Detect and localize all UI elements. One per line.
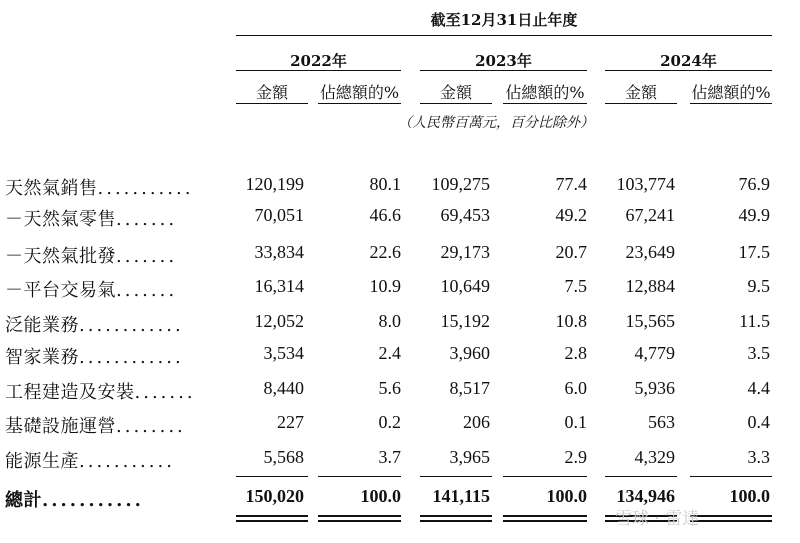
cell-amount-2024: 15,565 <box>625 311 675 331</box>
total-double-rule-b3 <box>420 520 492 522</box>
cell-amount-2022: 33,834 <box>254 242 304 262</box>
cell-amount-2024: 23,649 <box>625 242 675 262</box>
sub-underline-3 <box>420 103 492 104</box>
year-2023: 2023年 <box>475 52 532 70</box>
cell-percent-2022: 0.2 <box>378 412 401 432</box>
row-label: 工程建造及安裝....... <box>5 382 196 403</box>
row-label: 智家業務............ <box>5 347 184 368</box>
period-underline <box>236 35 772 36</box>
row-label: －天然氣批發....... <box>5 246 178 267</box>
cell-percent-2023: 10.8 <box>555 311 587 331</box>
subtotal-rule-1 <box>236 476 308 477</box>
cell-amount-2024: 67,241 <box>625 205 675 225</box>
cell-percent-2022: 22.6 <box>369 242 401 262</box>
amount-header-2022: 金額 <box>255 83 288 102</box>
period-header: 截至12月31日止年度 <box>430 11 578 29</box>
subtotal-rule-6 <box>690 476 772 477</box>
total-label: 總計........... <box>5 490 144 511</box>
cell-percent-2023: 77.4 <box>555 174 587 194</box>
row-label: －天然氣零售....... <box>5 209 178 230</box>
sub-underline-6 <box>690 103 772 104</box>
total-double-rule-b1 <box>236 520 308 522</box>
cell-percent-2024: 3.3 <box>747 447 770 467</box>
subtotal-rule-3 <box>420 476 492 477</box>
sub-underline-2 <box>318 103 401 104</box>
table-row <box>0 174 800 204</box>
cell-amount-2023: 15,192 <box>440 311 490 331</box>
cell-percent-2023: 49.2 <box>555 205 587 225</box>
cell-percent-2023: 0.1 <box>564 412 587 432</box>
cell-percent-2023: 7.5 <box>564 276 587 296</box>
percent-header-2022: 佔總額的% <box>319 83 400 102</box>
sub-underline-5 <box>605 103 677 104</box>
row-label: 泛能業務............ <box>5 315 184 336</box>
total-double-rule-a6 <box>690 515 772 517</box>
cell-percent-2024: 49.9 <box>738 205 770 225</box>
year-2022-underline <box>236 70 401 71</box>
table-row <box>0 343 800 373</box>
row-label: 基礎設施運營........ <box>5 416 186 437</box>
row-label: －平台交易氣....... <box>5 280 178 301</box>
cell-amount-2023: 10,649 <box>440 276 490 296</box>
cell-amount-2024: 12,884 <box>625 276 675 296</box>
cell-percent-2022: 2.4 <box>378 343 401 363</box>
cell-percent-2023: 6.0 <box>564 378 587 398</box>
cell-amount-2023: 29,173 <box>440 242 490 262</box>
total-percent-2023: 100.0 <box>546 486 587 506</box>
watermark: 雪球 · 雷達 <box>615 509 700 529</box>
cell-amount-2023: 8,517 <box>449 378 490 398</box>
cell-percent-2024: 0.4 <box>747 412 770 432</box>
percent-header-2024: 佔總額的% <box>691 83 771 102</box>
row-label: 能源生產........... <box>5 451 175 472</box>
cell-amount-2022: 70,051 <box>254 205 304 225</box>
cell-amount-2023: 3,965 <box>449 447 490 467</box>
total-double-rule-a3 <box>420 515 492 517</box>
table-row <box>0 242 800 272</box>
amount-header-2023: 金額 <box>439 83 472 102</box>
cell-percent-2023: 2.9 <box>564 447 587 467</box>
year-2024: 2024年 <box>660 52 717 70</box>
table-row <box>0 311 800 341</box>
total-double-rule-b2 <box>318 520 401 522</box>
cell-percent-2024: 17.5 <box>738 242 770 262</box>
cell-amount-2024: 4,779 <box>634 343 675 363</box>
cell-amount-2023: 3,960 <box>449 343 490 363</box>
cell-amount-2022: 12,052 <box>254 311 304 331</box>
subtotal-rule-4 <box>503 476 587 477</box>
total-amount-2023: 141,115 <box>432 486 490 506</box>
sub-underline-1 <box>236 103 308 104</box>
cell-percent-2024: 4.4 <box>747 378 770 398</box>
percent-header-2023: 佔總額的% <box>505 83 585 102</box>
cell-amount-2022: 3,534 <box>263 343 304 363</box>
total-double-rule-a2 <box>318 515 401 517</box>
amount-header-2024: 金額 <box>624 83 657 102</box>
cell-percent-2022: 5.6 <box>378 378 401 398</box>
cell-percent-2023: 2.8 <box>564 343 587 363</box>
cell-percent-2024: 11.5 <box>739 311 770 331</box>
total-double-rule-b6 <box>690 520 772 522</box>
total-double-rule-b4 <box>503 520 587 522</box>
cell-percent-2023: 20.7 <box>555 242 587 262</box>
cell-amount-2022: 8,440 <box>263 378 304 398</box>
cell-percent-2022: 10.9 <box>369 276 401 296</box>
cell-amount-2022: 120,199 <box>245 174 304 194</box>
cell-percent-2022: 3.7 <box>378 447 401 467</box>
cell-percent-2024: 76.9 <box>738 174 770 194</box>
cell-amount-2022: 5,568 <box>263 447 304 467</box>
total-double-rule-a1 <box>236 515 308 517</box>
year-2022: 2022年 <box>290 52 347 70</box>
cell-percent-2022: 8.0 <box>378 311 401 331</box>
total-double-rule-a4 <box>503 515 587 517</box>
cell-amount-2024: 4,329 <box>634 447 675 467</box>
sub-underline-4 <box>503 103 587 104</box>
cell-amount-2024: 563 <box>648 412 675 432</box>
cell-amount-2024: 5,936 <box>634 378 675 398</box>
total-amount-2024: 134,946 <box>616 486 675 506</box>
cell-percent-2022: 46.6 <box>369 205 401 225</box>
cell-amount-2023: 109,275 <box>431 174 490 194</box>
year-2024-underline <box>605 70 772 71</box>
year-2023-underline <box>420 70 587 71</box>
cell-amount-2023: 69,453 <box>440 205 490 225</box>
subtotal-rule-5 <box>605 476 677 477</box>
cell-percent-2024: 3.5 <box>747 343 770 363</box>
table-row <box>0 205 800 235</box>
row-label: 天然氣銷售........... <box>5 178 194 199</box>
unit-note: （人民幣百萬元，百分比除外） <box>398 115 594 131</box>
cell-amount-2022: 227 <box>277 412 304 432</box>
table-row <box>0 412 800 442</box>
table-row <box>0 378 800 408</box>
cell-percent-2022: 80.1 <box>369 174 401 194</box>
table-row <box>0 447 800 477</box>
cell-amount-2024: 103,774 <box>616 174 675 194</box>
cell-amount-2022: 16,314 <box>254 276 304 296</box>
table-row <box>0 276 800 306</box>
total-percent-2022: 100.0 <box>360 486 401 506</box>
cell-amount-2023: 206 <box>463 412 490 432</box>
total-amount-2022: 150,020 <box>245 486 304 506</box>
subtotal-rule-2 <box>318 476 401 477</box>
total-percent-2024: 100.0 <box>729 486 770 506</box>
cell-percent-2024: 9.5 <box>747 276 770 296</box>
